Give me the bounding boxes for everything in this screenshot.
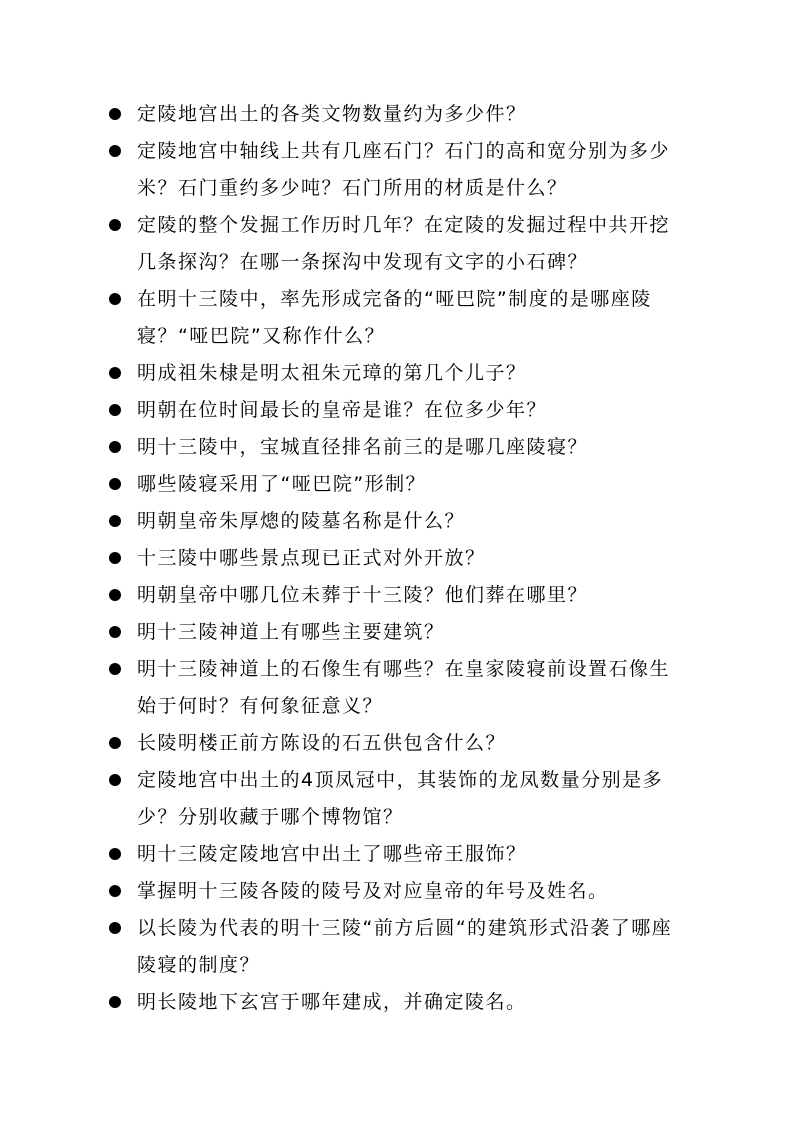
question-text: 定陵地宫中出土的4顶凤冠中，其装饰的龙凤数量分别是多少？分别收藏于哪个博物馆？ [137, 769, 664, 828]
list-item [106, 281, 686, 355]
list-item [106, 133, 686, 207]
bullet-icon [109, 478, 121, 490]
question-text: 明十三陵神道上的石像生有哪些？在皇家陵寝前设置石像生始于何时？有何象征意义？ [137, 658, 671, 717]
question-text: 在明十三陵中，率先形成完备的“哑巴院”制度的是哪座陵寝？“哑巴院”又称作什么？ [137, 288, 652, 347]
question-text: 明朝皇帝朱厚熜的陵墓名称是什么？ [137, 510, 466, 532]
question-text: 明十三陵神道上有哪些主要建筑？ [137, 621, 445, 643]
bullet-icon [109, 441, 121, 453]
bullet-icon [109, 145, 121, 157]
question-text: 明长陵地下玄宫于哪年建成，并确定陵名。 [137, 991, 527, 1013]
list-item [106, 725, 686, 762]
bullet-icon [109, 885, 121, 897]
list-item [106, 651, 686, 725]
bullet-icon [109, 293, 121, 305]
list-item [106, 762, 686, 836]
list-item [106, 355, 686, 392]
question-text: 以长陵为代表的明十三陵“前方后圆“的建筑形式沿袭了哪座陵寝的制度？ [137, 917, 673, 976]
bullet-icon [109, 774, 121, 786]
bullet-icon [109, 626, 121, 638]
bullet-icon [109, 922, 121, 934]
list-item [106, 984, 686, 1021]
bullet-icon [109, 737, 121, 749]
bullet-icon [109, 404, 121, 416]
list-item [106, 96, 686, 133]
list-item [106, 910, 686, 984]
question-text: 明朝在位时间最长的皇帝是谁？在位多少年？ [137, 399, 548, 421]
list-item [106, 614, 686, 651]
bullet-icon [109, 996, 121, 1008]
bullet-icon [109, 515, 121, 527]
question-text: 定陵地宫出土的各类文物数量约为多少件？ [137, 103, 527, 125]
bullet-icon [109, 589, 121, 601]
question-text: 明十三陵中，宝城直径排名前三的是哪几座陵寝？ [137, 436, 589, 458]
question-text: 掌握明十三陵各陵的陵号及对应皇帝的年号及姓名。 [137, 880, 609, 902]
list-item [106, 207, 686, 281]
question-text: 定陵地宫中轴线上共有几座石门？石门的高和宽分别为多少米？石门重约多少吨？石门所用的材质是什么？ [137, 140, 671, 199]
question-text: 明朝皇帝中哪几位未葬于十三陵？他们葬在哪里？ [137, 584, 589, 606]
bullet-icon [109, 367, 121, 379]
list-item [106, 836, 686, 873]
question-text: 明十三陵定陵地宫中出土了哪些帝王服饰？ [137, 843, 527, 865]
question-text: 定陵的整个发掘工作历时几年？在定陵的发掘过程中共开挖几条探沟？在哪一条探沟中发现有文字的小石碑？ [137, 214, 671, 273]
question-text: 明成祖朱棣是明太祖朱元璋的第几个儿子？ [137, 362, 527, 384]
list-item [106, 873, 686, 910]
list-item [106, 577, 686, 614]
bullet-icon [109, 663, 121, 675]
list-item [106, 466, 686, 503]
bullet-icon [109, 848, 121, 860]
bullet-icon [109, 219, 121, 231]
bullet-icon [109, 108, 121, 120]
question-text: 哪些陵寝采用了“哑巴院”形制？ [137, 473, 427, 495]
list-item [106, 429, 686, 466]
list-item [106, 540, 686, 577]
bullet-icon [109, 552, 121, 564]
question-list [106, 96, 686, 1021]
list-item [106, 503, 686, 540]
list-item [106, 392, 686, 429]
question-text: 长陵明楼正前方陈设的石五供包含什么？ [137, 732, 507, 754]
question-text: 十三陵中哪些景点现已正式对外开放？ [137, 547, 486, 569]
